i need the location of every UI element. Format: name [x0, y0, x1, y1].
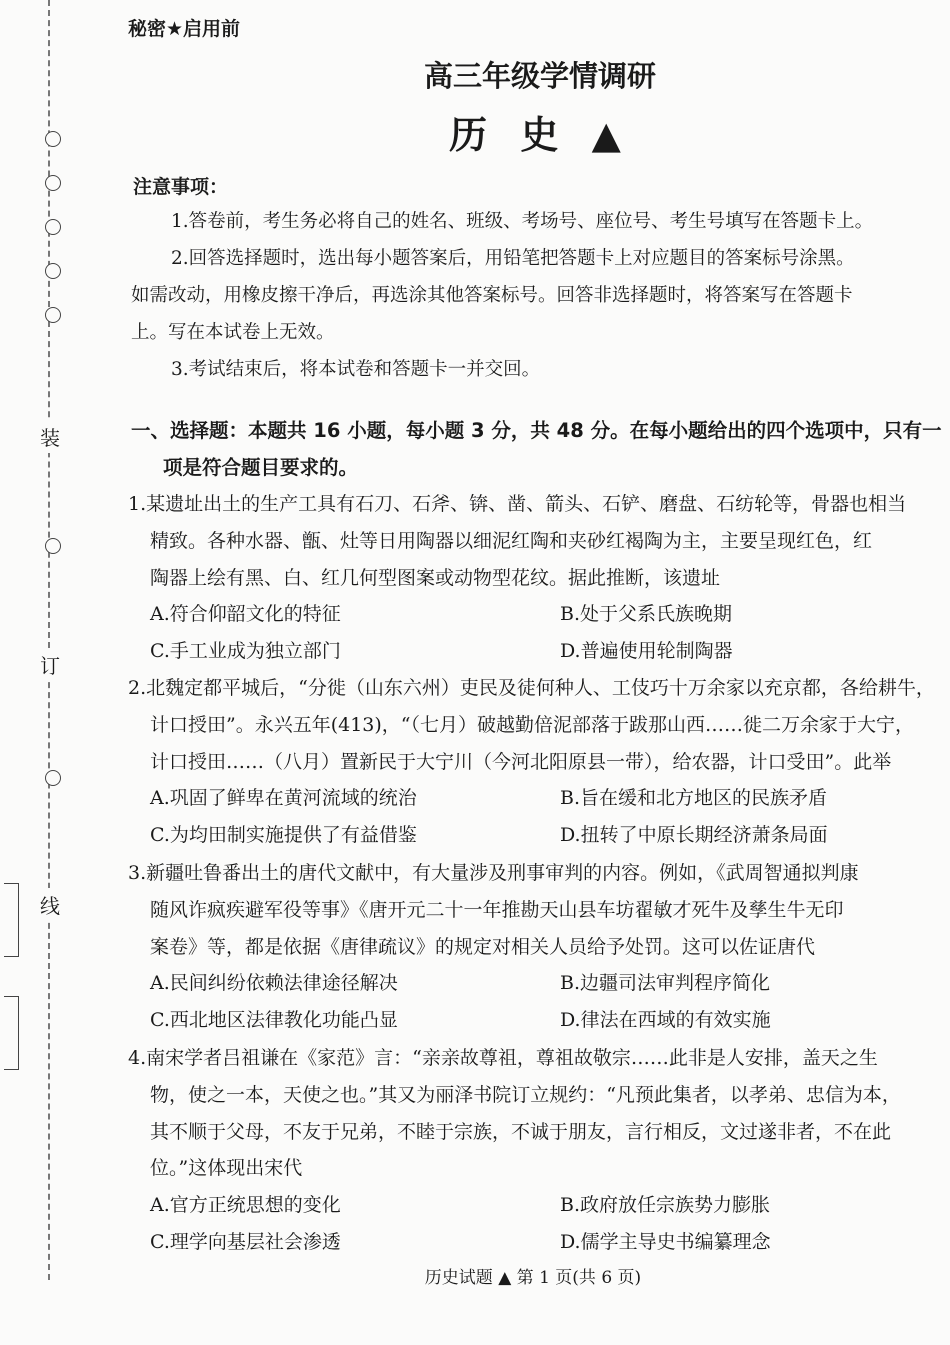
option-d: D.扭转了中原长期经济萧条局面 — [560, 824, 828, 847]
subject-title: 历 史 ▲ — [449, 113, 631, 157]
option-c: C.理学向基层社会渗透 — [150, 1230, 341, 1253]
question-line: 随风诈疯疾避军役等事》《唐开元二十一年推勘天山县车坊翟敏才死牛及孳生牛无印 — [150, 898, 844, 921]
question-line: 4.南宋学者吕祖谦在《家范》言：“亲亲故尊祖，尊祖故敬宗……此非是人安排，盖天之生 — [128, 1047, 878, 1069]
binding-hole-icon — [45, 538, 61, 554]
margin-bracket — [4, 883, 19, 957]
notice-line: 1.答卷前，考生务必将自己的姓名、班级、考场号、座位号、考生号填写在答题卡上。 — [171, 211, 874, 232]
option-b: B.政府放任宗族势力膨胀 — [560, 1194, 771, 1217]
question-line: 位。”这体现出宋代 — [150, 1157, 303, 1180]
option-a: A.民间纠纷依赖法律途径解决 — [150, 972, 398, 995]
exam-title: 高三年级学情调研 — [423, 59, 656, 93]
option-d: D.儒学主导史书编纂理念 — [560, 1230, 771, 1253]
question-line: 计口授田”。永兴五年(413)，“（七月）破越勤倍泥部落于跋那山西……徙二万余家于大宁， — [150, 713, 915, 736]
binding-hole-icon — [45, 307, 61, 323]
option-d: D.普遍使用轮制陶器 — [560, 640, 733, 663]
question-4 — [128, 1040, 948, 1261]
question-3 — [128, 855, 948, 1039]
notice-line: 2.回答选择题时，选出每小题答案后，用铅笔把答题卡上对应题目的答案标号涂黑。 — [171, 248, 855, 269]
binding-hole-icon — [45, 175, 61, 191]
margin-char-zhuang: 装 — [40, 420, 60, 453]
option-b: B.处于父系氏族晚期 — [560, 603, 733, 626]
option-c: C.手工业成为独立部门 — [150, 640, 341, 663]
question-line: 陶器上绘有黑、白、红几何型图案或动物型花纹。据此推断，该遗址 — [150, 566, 721, 589]
binding-dashed-line — [48, 0, 50, 1280]
option-a: A.官方正统思想的变化 — [150, 1194, 341, 1217]
question-2 — [128, 670, 948, 854]
question-line: 1.某遗址出土的生产工具有石刀、石斧、锛、凿、箭头、石铲、磨盘、石纺轮等，骨器也相当 — [128, 493, 907, 515]
margin-char-ding: 订 — [40, 648, 60, 681]
option-a: A.巩固了鲜卑在黄河流域的统治 — [150, 787, 417, 810]
notice-line: 3.考试结束后，将本试卷和答题卡一并交回。 — [171, 359, 541, 380]
question-line: 2.北魏定都平城后，“分徙（山东六州）吏民及徒何种人、工伎巧十万余家以充京都，各给耕牛， — [128, 677, 935, 699]
section-line: 项是符合题目要求的。 — [163, 456, 359, 479]
notice-body — [131, 203, 943, 388]
option-b: B.边疆司法审判程序简化 — [560, 972, 771, 995]
notice-line: 如需改动，用橡皮擦干净后，再选涂其他答案标号。回答非选择题时，将答案写在答题卡 — [131, 285, 853, 306]
notice-line: 上。写在本试卷上无效。 — [131, 322, 335, 343]
question-line: 物，使之一本，天使之也。”其又为丽泽书院订立规约：“凡预此集者，以孝弟、忠信为本， — [150, 1083, 901, 1106]
section-heading — [131, 412, 950, 486]
notice-heading: 注意事项： — [133, 176, 229, 198]
question-line: 案卷》等，都是依据《唐律疏议》的规定对相关人员给予处罚。这可以佐证唐代 — [150, 935, 816, 958]
binding-hole-icon — [45, 219, 61, 235]
margin-char-xian: 线 — [40, 888, 60, 921]
option-c: C.西北地区法律教化功能凸显 — [150, 1009, 398, 1032]
section-line: 一、选择题：本题共 16 小题，每小题 3 分，共 48 分。在每小题给出的四个选项中，只有一 — [131, 419, 942, 442]
page-footer: 历史试题 ▲ 第 1 页(共 6 页) — [424, 1268, 642, 1288]
question-line: 计口授田……（八月）置新民于大宁川（今河北阳原县一带），给农器，计口受田”。此举 — [150, 750, 892, 773]
margin-bracket — [4, 996, 19, 1070]
option-c: C.为均田制实施提供了有益借鉴 — [150, 824, 417, 847]
question-line: 精致。各种水器、甑、灶等日用陶器以细泥红陶和夹砂红褐陶为主，主要呈现红色，红 — [150, 529, 873, 552]
option-b: B.旨在缓和北方地区的民族矛盾 — [560, 787, 828, 810]
binding-hole-icon — [45, 770, 61, 786]
option-a: A.符合仰韶文化的特征 — [150, 603, 341, 626]
option-d: D.律法在西域的有效实施 — [560, 1009, 771, 1032]
confidential-mark: 秘密★启用前 — [128, 18, 241, 40]
question-1 — [128, 486, 948, 670]
question-line: 3.新疆吐鲁番出土的唐代文献中，有大量涉及刑事审判的内容。例如，《武周智通拟判康 — [128, 862, 859, 884]
question-line: 其不顺于父母，不友于兄弟，不睦于宗族，不诚于朋友，言行相反，文过遂非者，不在此 — [150, 1120, 892, 1143]
binding-hole-icon — [45, 263, 61, 279]
